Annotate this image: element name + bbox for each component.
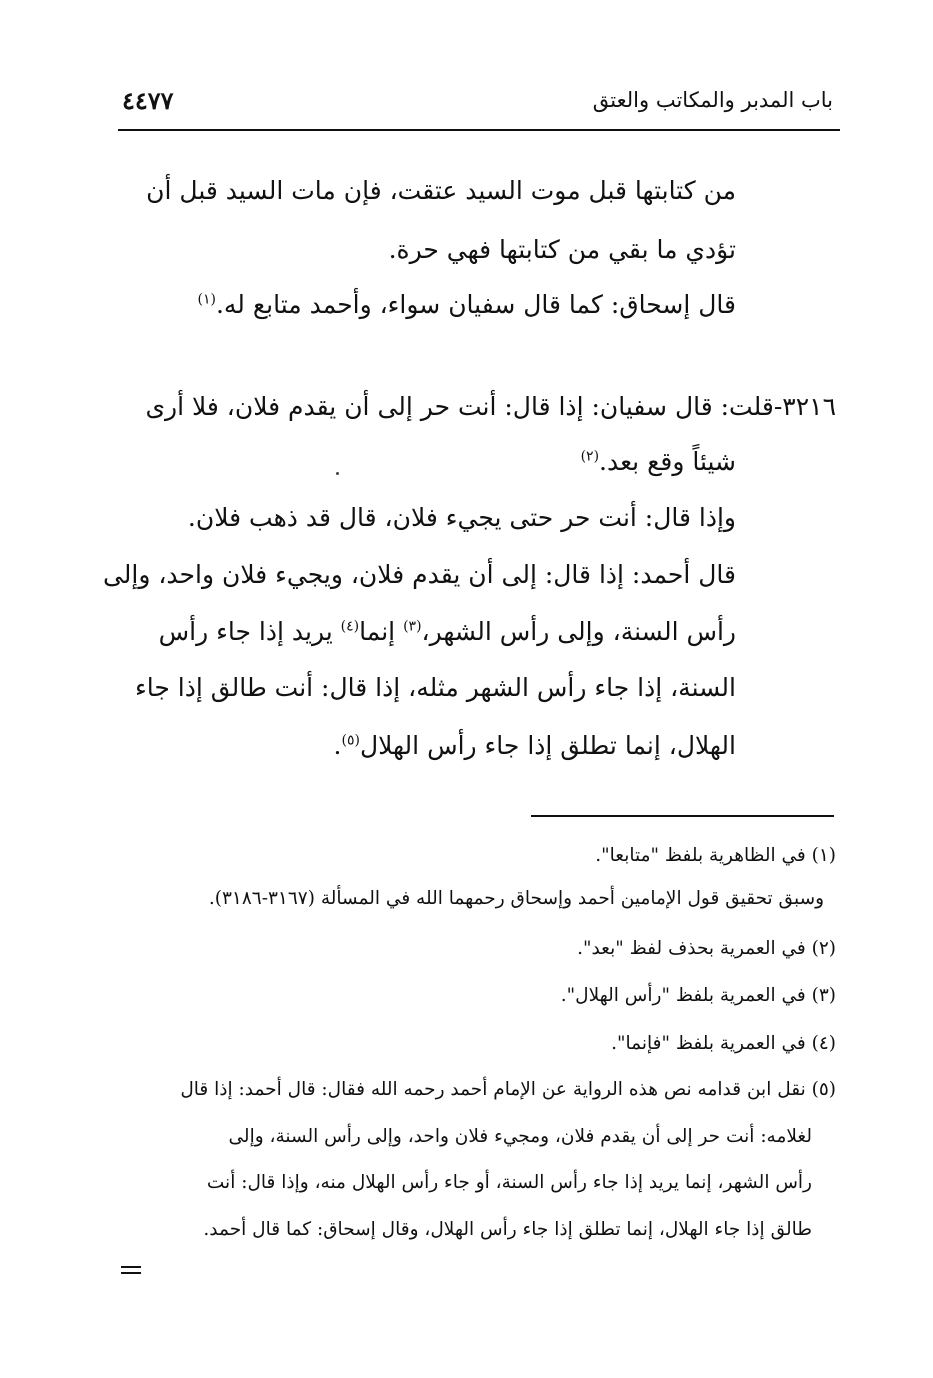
main-line-3 (197, 290, 736, 319)
header-rule (118, 129, 840, 131)
main-line-1: من كتابتها قبل موت السيد عتقت، فإن مات السيد قبل أن (146, 176, 736, 205)
footnote-4: (٤) في العمرية بلفظ "فإنما". (611, 1033, 836, 1054)
main-line-5-text: شيئاً وقع بعد. (599, 447, 736, 476)
main-line-8b: إنما (359, 617, 404, 646)
main-line-10-text: الهلال، إنما تطلق إذا جاء رأس الهلال (359, 731, 736, 760)
main-line-8 (159, 617, 736, 646)
footnote-ref-2: (٢) (580, 448, 600, 465)
main-line-6: وإذا قال: أنت حر حتى يجيء فلان، قال قد ذهب فلان. (187, 503, 736, 532)
footnote-1-continued: وسبق تحقيق قول الإمامين أحمد وإسحاق رحمهما الله في المسألة (٣١٦٧-٣١٨٦). (208, 888, 824, 909)
footnote-5-line-3: رأس الشهر، إنما يريد إذا جاء رأس السنة، أو جاء رأس الهلال منه، وإذا قال: أنت (206, 1172, 812, 1193)
main-line-10-end: . (333, 731, 342, 760)
footnote-ref-5: (٥) (341, 732, 360, 749)
main-line-3-text: قال إسحاق: كما قال سفيان سواء، وأحمد متابع له. (215, 290, 736, 319)
continuation-mark (121, 1266, 141, 1275)
main-line-2: تؤدي ما بقي من كتابتها فهي حرة. (388, 235, 736, 264)
footnote-1: (١) في الظاهرية بلفظ "متابعا". (595, 845, 836, 866)
footnote-ref-4: (٤) (340, 618, 360, 635)
footnote-5-line-1: (٥) نقل ابن قدامه نص هذه الرواية عن الإمام أحمد رحمه الله فقال: قال أحمد: إذا قال (180, 1079, 836, 1100)
chapter-title: باب المدبر والمكاتب والعتق (592, 88, 833, 112)
footnote-5-line-2: لغلامه: أنت حر إلى أن يقدم فلان، ومجيء فلان واحد، وإلى رأس السنة، وإلى (228, 1126, 812, 1147)
stray-dot (336, 472, 339, 475)
footnote-5-line-4: طالق إذا جاء الهلال، إنما تطلق إذا جاء رأس الهلال، وقال إسحاق: كما قال أحمد. (203, 1219, 812, 1240)
main-line-8a: رأس السنة، وإلى رأس الشهر، (421, 617, 736, 646)
main-line-5 (581, 447, 736, 476)
running-header (118, 86, 833, 126)
footnote-3: (٣) في العمرية بلفظ "رأس الهلال". (560, 985, 836, 1006)
main-line-7: قال أحمد: إذا قال: إلى أن يقدم فلان، ويجيء فلان واحد، وإلى (102, 560, 736, 589)
issue-3216-heading: ٣٢١٦-قلت: قال سفيان: إذا قال: أنت حر إلى أن يقدم فلان، فلا أرى (145, 392, 836, 421)
main-line-8c: يريد إذا جاء رأس (158, 617, 341, 646)
page-number: ٤٤٧٧ (122, 86, 174, 115)
main-line-10 (334, 731, 736, 760)
footnote-ref-3: (٣) (403, 618, 422, 635)
footnote-ref-1: (١) (197, 291, 216, 308)
main-line-9: السنة، إذا جاء رأس الشهر مثله، إذا قال: أنت طالق إذا جاء (134, 673, 736, 702)
footnote-separator (531, 815, 834, 817)
footnote-2: (٢) في العمرية بحذف لفظ "بعد". (577, 938, 836, 959)
